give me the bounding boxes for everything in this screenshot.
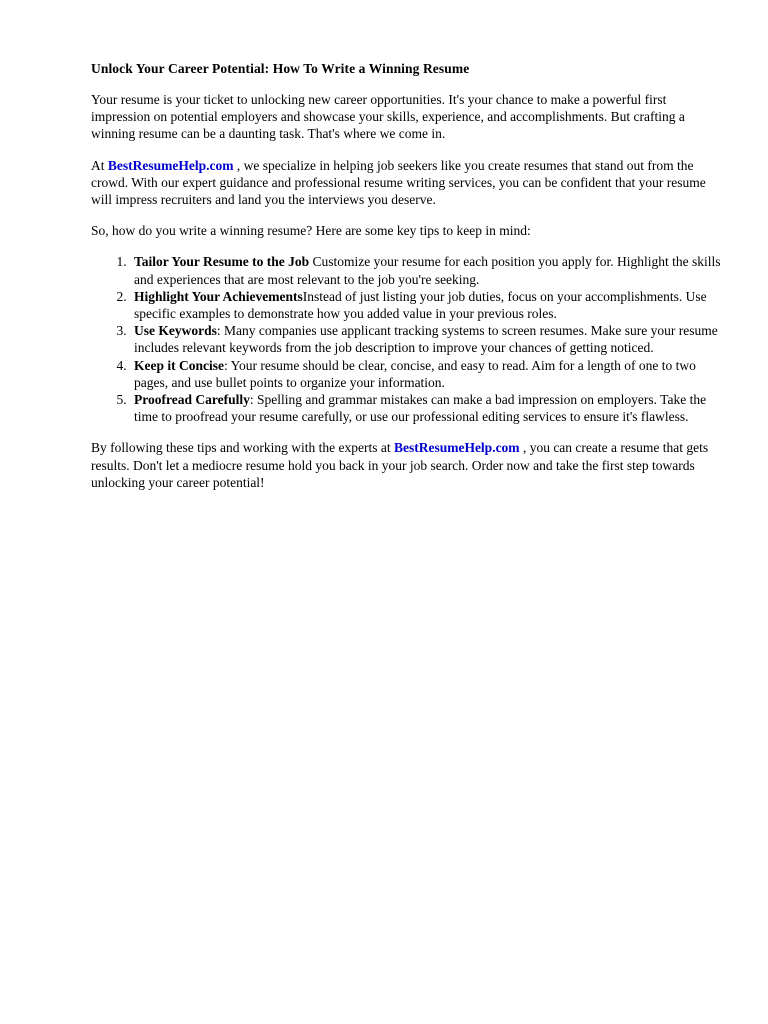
- bestresumehelp-link-bottom[interactable]: BestResumeHelp.com: [393, 440, 520, 456]
- list-item: [130, 357, 726, 391]
- document-content: [91, 60, 726, 491]
- tip-body: Spelling and grammar mistakes can make a bad impression on employers. Take the time to proofread your resume carefully, or use our professional editing services to ensure it's flawless.: [134, 392, 707, 425]
- services-paragraph-before-link: At: [91, 157, 108, 173]
- tip-body: Your resume should be clear, concise, and easy to read. Aim for a length of one to two pages, and use bullet points to organize your information.: [134, 357, 696, 390]
- tip-lead: Proofread Carefully: [134, 392, 250, 408]
- tip-lead: Highlight Your Achievements: [134, 288, 303, 304]
- tip-separator: :: [224, 357, 231, 373]
- closing-paragraph-after-link: , you can create a resume that gets results. Don't let a mediocre resume hold you back in your job search. Order now and take the first step towards unlocking your career potential!: [91, 440, 709, 490]
- tip-separator: :: [216, 323, 225, 339]
- tip-lead: Tailor Your Resume to the Job: [134, 254, 310, 270]
- tips-intro-paragraph: So, how do you write a winning resume? Here are some key tips to keep in mind:: [91, 223, 531, 239]
- tip-lead: Use Keywords: [134, 323, 217, 339]
- list-item: [130, 288, 726, 322]
- tip-body: Many companies use applicant tracking systems to screen resumes. Make sure your resume includes relevant keywords from the job description to improve your chances of getting noticed.: [134, 323, 718, 356]
- page-title: Unlock Your Career Potential: How To Write a Winning Resume: [91, 61, 470, 76]
- tip-lead: Keep it Concise: [134, 357, 224, 373]
- tips-list: [91, 253, 726, 425]
- list-item: [130, 391, 726, 425]
- list-item: [130, 322, 726, 356]
- tip-separator: :: [249, 392, 257, 408]
- closing-paragraph-before-link: By following these tips and working with the experts at: [91, 440, 394, 456]
- tip-body: Instead of just listing your job duties, focus on your accomplishments. Use specific examples to demonstrate how you added value in your previous roles.: [134, 288, 707, 322]
- services-paragraph-after-link: , we specialize in helping job seekers like you create resumes that stand out from the crowd. With our expert guidance and professional resume writing services, you can be confident that your resume will impress recruiters and land you the interviews you deserve.: [91, 157, 706, 208]
- tip-body: Customize your resume for each position you apply for. Highlight the skills and experiences that are most relevant to the job you're seeking.: [134, 254, 721, 287]
- bestresumehelp-link-top[interactable]: BestResumeHelp.com: [107, 157, 234, 173]
- intro-paragraph: Your resume is your ticket to unlocking new career opportunities. It's your chance to make a powerful first impression on potential employers and showcase your skills, experience, and accomplishments. But crafting a winning resume can be a daunting task. That's where we come in.: [91, 92, 685, 142]
- closing-paragraph: [91, 439, 726, 491]
- services-paragraph: [91, 157, 726, 209]
- list-item: [130, 253, 726, 287]
